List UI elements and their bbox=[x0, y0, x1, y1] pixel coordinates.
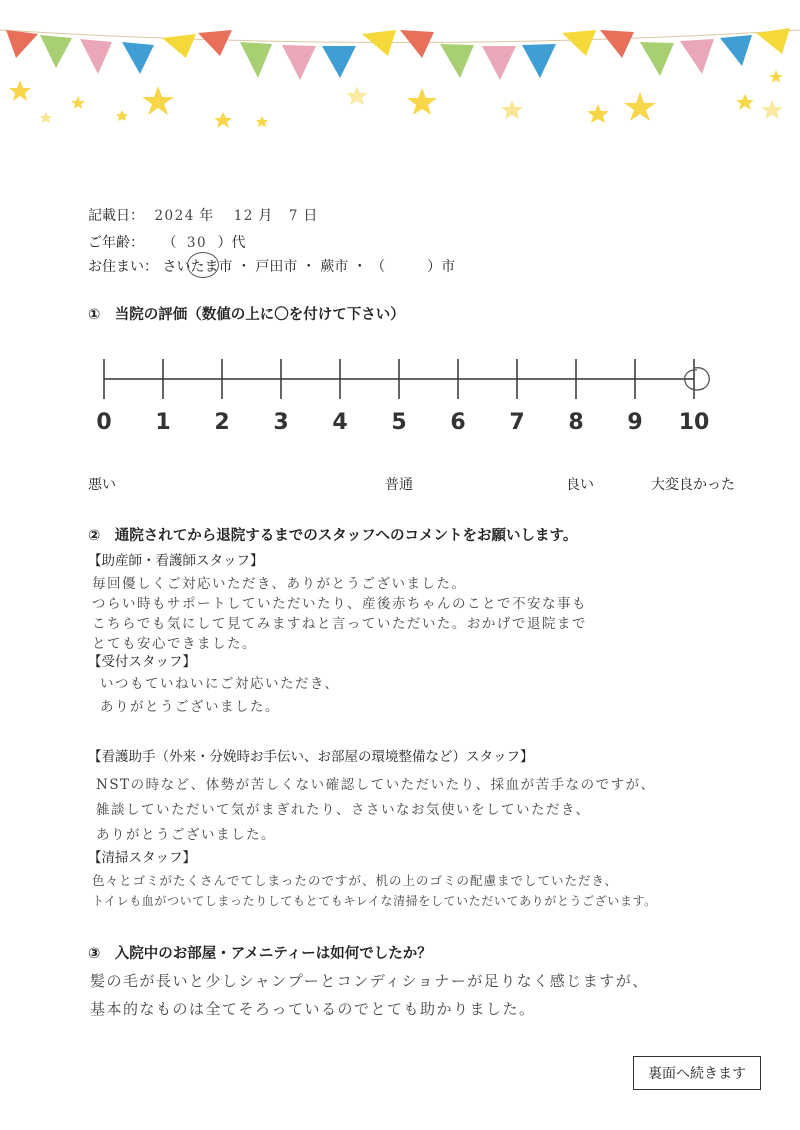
scale-number-9: 9 bbox=[627, 410, 643, 435]
scale-number-0: 0 bbox=[96, 410, 112, 435]
scale-word-best: 大変良かった bbox=[651, 477, 735, 493]
assistant-label: 【看護助手（外来・分娩時お手伝い、お部屋の環境整備など）スタッフ】 bbox=[88, 749, 534, 765]
flag bbox=[282, 45, 316, 80]
residence-options: さいたま市 ・ 戸田市 ・ 蕨市 ・ （ ）市 bbox=[162, 259, 456, 275]
flag bbox=[400, 30, 434, 58]
rating-scale bbox=[0, 350, 800, 410]
flag bbox=[440, 44, 474, 78]
age-open: （ bbox=[162, 235, 177, 251]
scale-number-4: 4 bbox=[332, 410, 348, 435]
star bbox=[761, 100, 783, 119]
scale-number-10: 10 bbox=[678, 410, 710, 435]
date-day-unit: 日 bbox=[303, 208, 318, 224]
star bbox=[71, 96, 85, 109]
date-year-value: 2024 bbox=[154, 208, 195, 224]
scale-number-8: 8 bbox=[568, 410, 584, 435]
scale-word-good: 良い bbox=[566, 477, 594, 493]
age-value: 30 bbox=[186, 235, 208, 251]
star bbox=[769, 70, 783, 83]
star bbox=[736, 94, 754, 110]
date-month-unit: 月 bbox=[258, 208, 273, 224]
continue-on-back-box: 裏面へ続きます bbox=[633, 1056, 761, 1090]
star bbox=[407, 88, 437, 115]
flag bbox=[322, 46, 356, 78]
scale-number-3: 3 bbox=[273, 410, 289, 435]
star bbox=[9, 80, 31, 101]
star bbox=[624, 92, 656, 121]
cleaning-comment-line: 色々とゴミがたくさんでてしまったのですが、机の上のゴミの配慮までしていただき、 bbox=[92, 873, 619, 888]
midwife-comment-line: こちらでも気にして見てみますねと言っていただいた。おかげで退院まで bbox=[92, 616, 587, 632]
section3-title: ③ 入院中のお部屋・アメニティーは如何でしたか？ bbox=[88, 946, 432, 962]
age-row bbox=[88, 232, 246, 252]
scale-number-7: 7 bbox=[509, 410, 525, 435]
amenity-comment-line: 基本的なものは全てそろっているのでとても助かりました。 bbox=[90, 1000, 536, 1018]
residence-selected-circle bbox=[187, 252, 219, 278]
star bbox=[214, 112, 232, 128]
reception-comment-line: ありがとうございました。 bbox=[100, 699, 280, 715]
star bbox=[501, 100, 523, 119]
date-month-value: 12 bbox=[233, 208, 254, 224]
assistant-comment-line: NSTの時など、体勢が苦しくない確認していただいたり、採血が苦手なのですが、 bbox=[96, 777, 656, 793]
residence-label: お住まい： bbox=[88, 259, 158, 275]
scale-word-mid: 普通 bbox=[385, 477, 413, 493]
star bbox=[587, 104, 609, 123]
date-label: 記載日： bbox=[88, 208, 144, 224]
assistant-comment-line: ありがとうございました。 bbox=[96, 827, 276, 843]
midwife-comment-line: 毎回優しくご対応いただき、ありがとうございました。 bbox=[92, 576, 467, 592]
section1-title: ① 当院の評価（数値の上に〇を付けて下さい） bbox=[88, 307, 405, 323]
flag bbox=[80, 39, 112, 74]
amenity-comment-line: 髪の毛が長いと少しシャンプーとコンディショナーが足りなく感じますが、 bbox=[90, 972, 649, 990]
date-row bbox=[88, 205, 317, 225]
flag bbox=[162, 34, 196, 58]
flag bbox=[240, 42, 272, 78]
star bbox=[256, 116, 268, 127]
flag bbox=[6, 30, 38, 58]
age-label: ご年齢： bbox=[88, 235, 144, 251]
flag bbox=[362, 30, 396, 56]
reception-comment-line: いつもていねいにご対応いただき、 bbox=[100, 676, 340, 692]
bunting-decoration bbox=[0, 0, 800, 140]
cleaning-label: 【清掃スタッフ】 bbox=[88, 850, 196, 866]
star bbox=[346, 86, 368, 105]
age-close: ）代 bbox=[217, 235, 246, 251]
residence-row bbox=[88, 256, 455, 276]
flag bbox=[482, 46, 516, 80]
reception-label: 【受付スタッフ】 bbox=[88, 654, 196, 670]
cleaning-comment-line: トイレも血がついてしまったりしてもとてもキレイな清掃をしていただいてありがとうございます。 bbox=[92, 894, 657, 908]
flag bbox=[600, 30, 634, 58]
flag bbox=[122, 42, 154, 74]
flag bbox=[680, 39, 714, 74]
scale-number-6: 6 bbox=[450, 410, 466, 435]
flag bbox=[562, 30, 596, 56]
star bbox=[116, 110, 128, 121]
date-year-unit: 年 bbox=[199, 208, 214, 224]
flag bbox=[720, 35, 752, 66]
scale-word-low: 悪い bbox=[88, 477, 116, 493]
flag bbox=[522, 44, 556, 78]
midwife-comment-line: つらい時もサポートしていただいたり、産後赤ちゃんのことで不安な事も bbox=[92, 596, 587, 612]
flag bbox=[640, 42, 674, 76]
assistant-comment-line: 雑談していただいて気がまぎれたり、ささいなお気使いをしていただき、 bbox=[96, 802, 591, 818]
midwife-comment-line: とても安心できました。 bbox=[92, 636, 257, 652]
date-day-value: 7 bbox=[288, 208, 299, 224]
midwife-label: 【助産師・看護師スタッフ】 bbox=[88, 553, 264, 569]
section2-title: ② 通院されてから退院するまでのスタッフへのコメントをお願いします。 bbox=[88, 528, 578, 544]
scale-number-1: 1 bbox=[155, 410, 171, 435]
scale-number-5: 5 bbox=[391, 410, 407, 435]
star bbox=[142, 86, 174, 115]
flag bbox=[40, 35, 72, 68]
flag bbox=[198, 30, 232, 56]
scale-number-2: 2 bbox=[214, 410, 230, 435]
star bbox=[40, 112, 52, 123]
